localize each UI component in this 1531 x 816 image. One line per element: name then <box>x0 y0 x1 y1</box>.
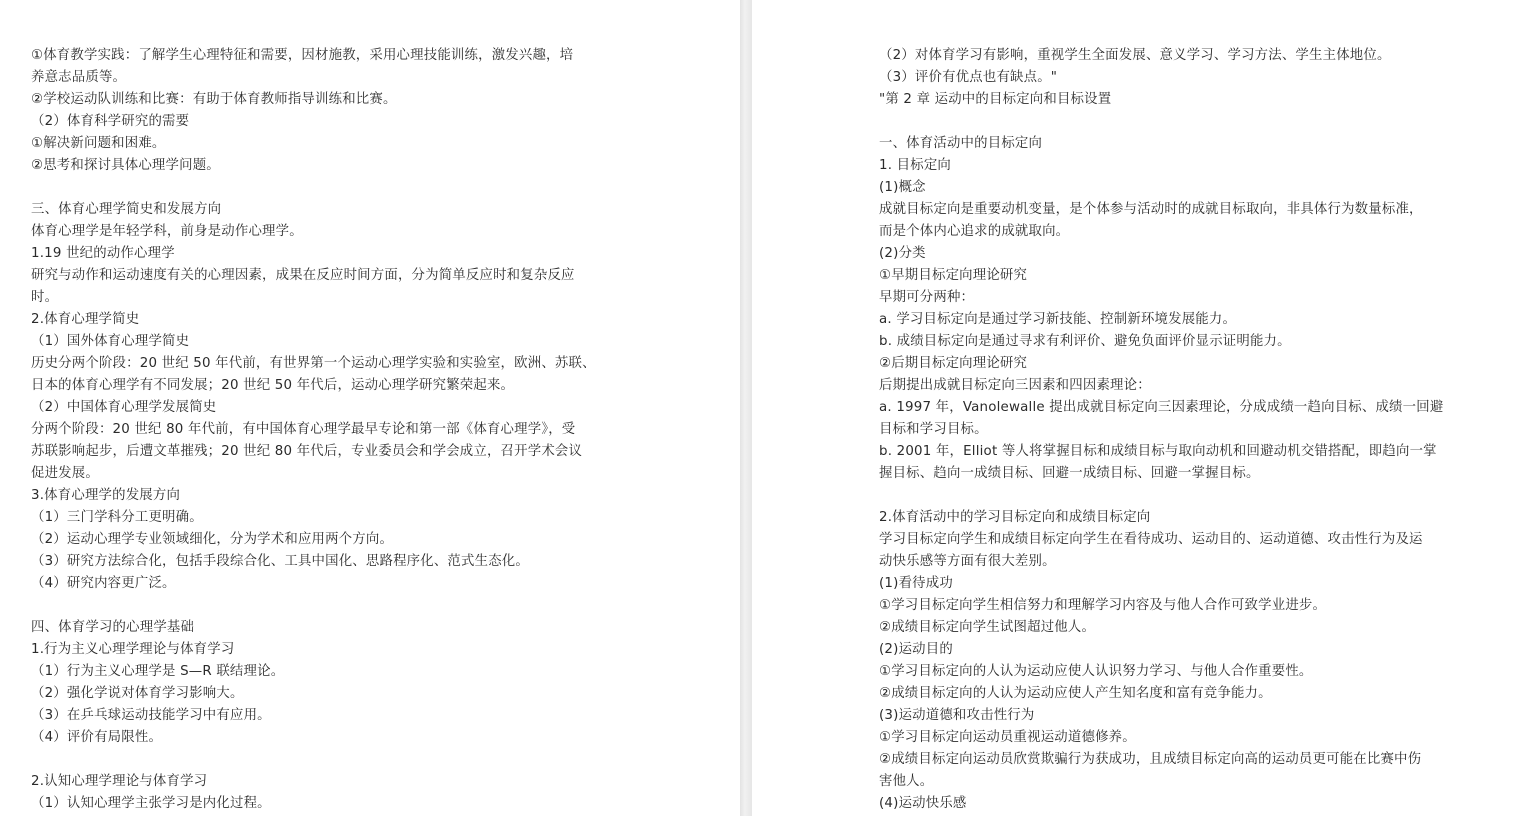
text-line: （3）在乒乓球运动技能学习中有应用。 <box>31 708 271 723</box>
text-line: 动快乐感等方面有很大差别。 <box>879 554 1056 569</box>
text-line: 四、体育学习的心理学基础 <box>31 620 195 635</box>
text-line: 时。 <box>31 290 59 305</box>
text-line: (1)概念 <box>879 180 926 195</box>
text-line: "第 2 章 运动中的目标定向和目标设置 <box>879 92 1112 107</box>
text-line: （1）认知心理学主张学习是内化过程。 <box>31 796 271 811</box>
text-line: 学习目标定向学生和成绩目标定向学生在看待成功、运动目的、运动道德、攻击性行为及运 <box>879 532 1423 547</box>
text-line: 3.体育心理学的发展方向 <box>31 488 181 503</box>
text-line: ②成绩目标定向的人认为运动应使人产生知名度和富有竞争能力。 <box>879 686 1272 701</box>
text-line: a. 1997 年，Vanolewalle 提出成就目标定向三因素理论，分成成绩一趋向目标、成绩一回避 <box>879 400 1444 415</box>
text-line: 研究与动作和运动速度有关的心理因素，成果在反应时间方面，分为简单反应时和复杂反应 <box>31 268 575 283</box>
text-line: (2)分类 <box>879 246 926 261</box>
text-line: 养意志品质等。 <box>31 70 127 85</box>
text-line: ②学校运动队训练和比赛：有助于体育教师指导训练和比赛。 <box>31 92 397 107</box>
text-line: ①体育教学实践：了解学生心理特征和需要，因材施教，采用心理技能训练，激发兴趣，培 <box>31 48 574 63</box>
text-line: ②思考和探讨具体心理学问题。 <box>31 158 220 173</box>
text-line: ①早期目标定向理论研究 <box>879 268 1028 283</box>
text-line: 早期可分两种： <box>879 290 975 305</box>
text-line: （4）评价有局限性。 <box>31 730 163 745</box>
blank-line <box>31 595 621 617</box>
text-line: 成就目标定向是重要动机变量，是个体参与活动时的成就目标取向，非具体行为数量标准， <box>879 202 1423 217</box>
text-line: a. 学习目标定向是通过学习新技能、控制新环境发展能力。 <box>879 312 1237 327</box>
text-line: （1）行为主义心理学是 S—R 联结理论。 <box>31 664 285 679</box>
text-line: (1)看待成功 <box>879 576 953 591</box>
text-line: 后期提出成就目标定向三因素和四因素理论： <box>879 378 1151 393</box>
text-line: （2）对体育学习有影响，重视学生全面发展、意义学习、学习方法、学生主体地位。 <box>879 48 1391 63</box>
text-line: 握目标、趋向一成绩目标、回避一成绩目标、回避一掌握目标。 <box>879 466 1260 481</box>
text-line: ②成绩目标定向运动员欣赏欺骗行为获成功，且成绩目标定向高的运动员更可能在比赛中伤 <box>879 752 1422 767</box>
text-line: b. 成绩目标定向是通过寻求有利评价、避免负面评价显示证明能力。 <box>879 334 1291 349</box>
text-line: 体育心理学是年轻学科，前身是动作心理学。 <box>31 224 303 239</box>
text-line: 一、体育活动中的目标定向 <box>879 136 1043 151</box>
blank-line <box>31 749 621 771</box>
text-line: ①解决新问题和困难。 <box>31 136 166 151</box>
text-line: b. 2001 年，Elliot 等人将掌握目标和成绩目标与取向动机和回避动机交错搭配，即趋向一掌 <box>879 444 1437 459</box>
text-line: 促进发展。 <box>31 466 99 481</box>
text-line: ①学习目标定向运动员重视运动道德修养。 <box>879 730 1136 745</box>
text-line: ②成绩目标定向学生试图超过他人。 <box>879 620 1096 635</box>
text-line: ①学习目标定向的人认为运动应使人认识努力学习、与他人合作重要性。 <box>879 664 1313 679</box>
text-line: 1.19 世纪的动作心理学 <box>31 246 175 261</box>
text-line: 三、体育心理学简史和发展方向 <box>31 202 222 217</box>
text-line: （3）研究方法综合化，包括手段综合化、工具中国化、思路程序化、范式生态化。 <box>31 554 529 569</box>
text-column-right <box>879 45 1469 815</box>
text-line: 而是个体内心追求的成就取向。 <box>879 224 1070 239</box>
text-line: （2）体育科学研究的需要 <box>31 114 190 129</box>
text-line: (3)运动道德和攻击性行为 <box>879 708 1035 723</box>
blank-line <box>879 111 1469 133</box>
text-line: 2.认知心理学理论与体育学习 <box>31 774 208 789</box>
text-line: （3）评价有优点也有缺点。" <box>879 70 1058 85</box>
text-line: ②后期目标定向理论研究 <box>879 356 1028 371</box>
text-line: 2.体育心理学简史 <box>31 312 140 327</box>
text-line: 2.体育活动中的学习目标定向和成绩目标定向 <box>879 510 1151 525</box>
document-page-right <box>752 0 1531 816</box>
text-line: （1）国外体育心理学简史 <box>31 334 190 349</box>
page-gutter <box>740 0 752 816</box>
text-line: （4）研究内容更广泛。 <box>31 576 176 591</box>
text-line: 1. 目标定向 <box>879 158 951 173</box>
text-line: (2)运动目的 <box>879 642 953 657</box>
text-line: 苏联影响起步，后遭文革摧残；20 世纪 80 年代后，专业委员会和学会成立，召开学术会议 <box>31 444 583 459</box>
document-page-left <box>0 0 740 816</box>
blank-line <box>879 485 1469 507</box>
text-line: 害他人。 <box>879 774 934 789</box>
text-line: 目标和学习目标。 <box>879 422 988 437</box>
text-column-left <box>31 45 621 815</box>
text-line: 历史分两个阶段：20 世纪 50 年代前，有世界第一个运动心理学实验和实验室，欧洲、苏联、 <box>31 356 596 371</box>
text-line: ①学习目标定向学生相信努力和理解学习内容及与他人合作可致学业进步。 <box>879 598 1327 613</box>
blank-line <box>31 177 621 199</box>
text-line: （2）强化学说对体育学习影响大。 <box>31 686 244 701</box>
text-line: （2）运动心理学专业领域细化，分为学术和应用两个方向。 <box>31 532 394 547</box>
text-line: 日本的体育心理学有不同发展；20 世纪 50 年代后，运动心理学研究繁荣起来。 <box>31 378 515 393</box>
text-line: （2）中国体育心理学发展简史 <box>31 400 217 415</box>
text-line: (4)运动快乐感 <box>879 796 967 811</box>
text-line: 1.行为主义心理学理论与体育学习 <box>31 642 235 657</box>
text-line: （1）三门学科分工更明确。 <box>31 510 203 525</box>
text-line: 分两个阶段：20 世纪 80 年代前，有中国体育心理学最早专论和第一部《体育心理学》，受 <box>31 422 576 437</box>
